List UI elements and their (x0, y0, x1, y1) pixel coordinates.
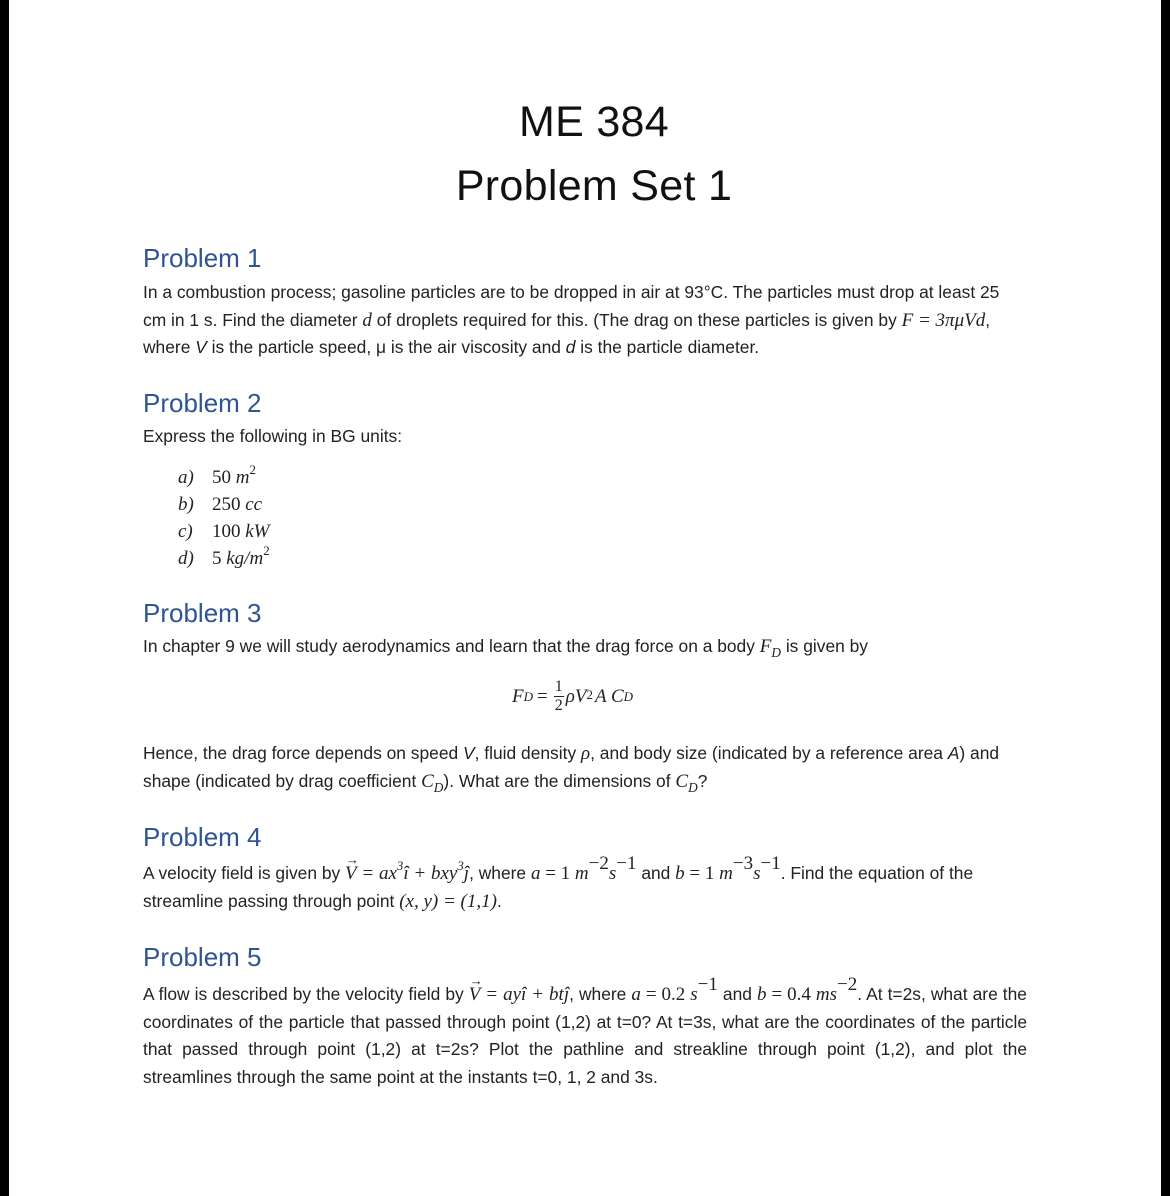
problem-2-list (178, 461, 270, 572)
problem-1-heading: Problem 1 (143, 243, 262, 273)
drag-equation: F D = $\frac{1}{2}$ ρV $^2$ A C D (512, 678, 634, 714)
list-item: c) 100 kW (178, 521, 270, 542)
problem-4-text: A velocity field is given by → $V = ax^3î$ + bxy$^3$ĵ, where a = 1 $m^{-2}s^{-1}$ and b = 1 $m^{-3}s^{-1}$. Find the equation of the streamline passing through point (x, y) = (1,1). (143, 860, 1027, 915)
problem-1-text: In a combustion process; gasoline particles are to be dropped in air at 93°C. The particles must drop at least 25 cm in 1 s. Find the diameter d of droplets required for this. (The drag on these particles is given by F = 3πμVd, where V is the particle speed, μ is the air viscosity and d is the particle diameter. (143, 282, 1000, 357)
problem-2-intro: Express the following in BG units: (143, 426, 403, 446)
problem-3-intro: In chapter 9 we will study aerodynamics and learn that the drag force on a body $F_D$ is given by (143, 636, 868, 660)
one-half-fraction: $\frac{1}{2}$ (554, 678, 563, 714)
problem-5-heading: Problem 5 (143, 942, 262, 972)
problem-5-text: A flow is described by the velocity field by → V = ayî + btĵ, where a = 0.2 $s^{-1}$ and b = 0.4 $ms^{-2}$. At t=2s, what are the coordinates of the particle that passed through point (1,2) at t=0? At t=3s, what are the coordinates of the particle that passed through point (1,2) at t=2s? Plot the pathline and streakline through point (1,2), and plot the streamlines through the same point at the instants t=0, 1, 2 and 3s. (143, 981, 1027, 1091)
problem-3-heading: Problem 3 (143, 598, 262, 628)
list-item: a) 50 $m^2$ (178, 461, 256, 488)
problem-2-heading: Problem 2 (143, 388, 262, 418)
problem-set-title: Problem Set 1 (455, 162, 733, 210)
problem-3-text: Hence, the drag force depends on speed V, fluid density ρ, and body size (indicated by a reference area A) and shape (indicated by drag coefficient $C_D$). What are the dimensions of $C_D$? (143, 743, 1000, 795)
course-title: ME 384 (519, 98, 669, 146)
drag-formula: F = 3πμVd (901, 309, 986, 331)
list-item: d) 5 $kg/m^2$ (178, 542, 270, 569)
problem-4-heading: Problem 4 (143, 822, 262, 852)
list-item: b) 250 cc (178, 494, 263, 515)
